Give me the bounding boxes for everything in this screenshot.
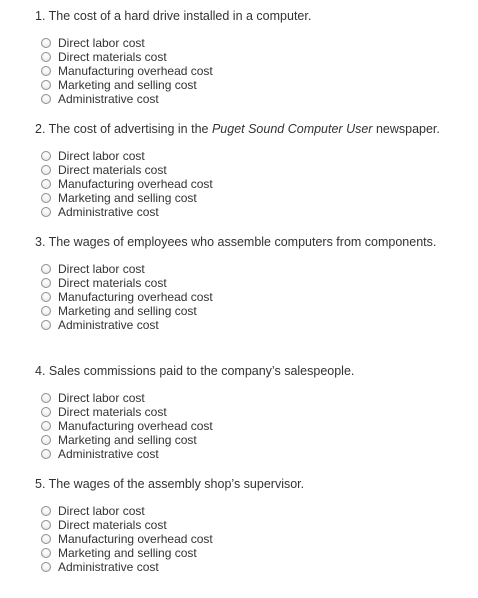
radio-button[interactable] <box>41 264 51 274</box>
question-4-options <box>35 391 475 461</box>
radio-button[interactable] <box>41 421 51 431</box>
option-label: Administrative cost <box>58 560 159 574</box>
radio-button[interactable] <box>41 179 51 189</box>
radio-button[interactable] <box>41 407 51 417</box>
question-3-options <box>35 262 475 332</box>
option-label: Marketing and selling cost <box>58 546 197 560</box>
question-2 <box>35 121 475 219</box>
radio-button[interactable] <box>41 320 51 330</box>
q1-option-direct-materials[interactable] <box>35 50 475 64</box>
q3-option-administrative[interactable] <box>35 318 475 332</box>
option-label: Direct labor cost <box>58 36 145 50</box>
option-label: Direct materials cost <box>58 518 167 532</box>
q5-option-administrative[interactable] <box>35 560 475 574</box>
radio-button[interactable] <box>41 278 51 288</box>
q4-option-manufacturing-overhead[interactable] <box>35 419 475 433</box>
q2-option-manufacturing-overhead[interactable] <box>35 177 475 191</box>
radio-button[interactable] <box>41 306 51 316</box>
option-label: Marketing and selling cost <box>58 433 197 447</box>
radio-button[interactable] <box>41 393 51 403</box>
q1-option-direct-labor[interactable] <box>35 36 475 50</box>
radio-button[interactable] <box>41 534 51 544</box>
question-1-text: 1. The cost of a hard drive installed in a computer. <box>35 9 312 23</box>
radio-button[interactable] <box>41 66 51 76</box>
option-label: Marketing and selling cost <box>58 191 197 205</box>
radio-button[interactable] <box>41 520 51 530</box>
option-label: Direct materials cost <box>58 50 167 64</box>
option-label: Direct labor cost <box>58 149 145 163</box>
option-label: Direct materials cost <box>58 405 167 419</box>
option-label: Manufacturing overhead cost <box>58 290 213 304</box>
q2-option-direct-labor[interactable] <box>35 149 475 163</box>
radio-button[interactable] <box>41 52 51 62</box>
radio-button[interactable] <box>41 165 51 175</box>
radio-button[interactable] <box>41 506 51 516</box>
question-1-options <box>35 36 475 106</box>
q4-option-direct-materials[interactable] <box>35 405 475 419</box>
option-label: Administrative cost <box>58 92 159 106</box>
q1-option-administrative[interactable] <box>35 92 475 106</box>
q2-option-administrative[interactable] <box>35 205 475 219</box>
q5-option-direct-materials[interactable] <box>35 518 475 532</box>
q4-option-administrative[interactable] <box>35 447 475 461</box>
radio-button[interactable] <box>41 207 51 217</box>
option-label: Direct labor cost <box>58 262 145 276</box>
option-label: Direct labor cost <box>58 504 145 518</box>
q3-option-direct-materials[interactable] <box>35 276 475 290</box>
radio-button[interactable] <box>41 292 51 302</box>
q5-option-marketing-selling[interactable] <box>35 546 475 560</box>
option-label: Manufacturing overhead cost <box>58 419 213 433</box>
q3-option-direct-labor[interactable] <box>35 262 475 276</box>
question-2-options <box>35 149 475 219</box>
option-label: Administrative cost <box>58 447 159 461</box>
newspaper-title: Puget Sound Computer User <box>211 122 373 136</box>
question-5-options <box>35 504 475 574</box>
q2-option-direct-materials[interactable] <box>35 163 475 177</box>
option-label: Marketing and selling cost <box>58 304 197 318</box>
question-1 <box>35 8 475 106</box>
option-label: Direct materials cost <box>58 163 167 177</box>
q5-option-direct-labor[interactable] <box>35 504 475 518</box>
option-label: Administrative cost <box>58 318 159 332</box>
radio-button[interactable] <box>41 562 51 572</box>
q1-option-manufacturing-overhead[interactable] <box>35 64 475 78</box>
radio-button[interactable] <box>41 435 51 445</box>
q2-option-marketing-selling[interactable] <box>35 191 475 205</box>
radio-button[interactable] <box>41 38 51 48</box>
radio-button[interactable] <box>41 151 51 161</box>
option-label: Manufacturing overhead cost <box>58 64 213 78</box>
radio-button[interactable] <box>41 94 51 104</box>
question-5-text: 5. The wages of the assembly shop’s supervisor. <box>35 477 305 491</box>
q4-option-marketing-selling[interactable] <box>35 433 475 447</box>
question-2-text: 2. The cost of advertising in the Puget Sound Computer User newspaper. <box>35 122 440 136</box>
q5-option-manufacturing-overhead[interactable] <box>35 532 475 546</box>
radio-button[interactable] <box>41 80 51 90</box>
question-5 <box>35 476 475 574</box>
question-4 <box>35 363 475 461</box>
question-3 <box>35 234 475 332</box>
option-label: Manufacturing overhead cost <box>58 532 213 546</box>
radio-button[interactable] <box>41 548 51 558</box>
option-label: Direct labor cost <box>58 391 145 405</box>
option-label: Marketing and selling cost <box>58 78 197 92</box>
radio-button[interactable] <box>41 193 51 203</box>
option-label: Manufacturing overhead cost <box>58 177 213 191</box>
radio-button[interactable] <box>41 449 51 459</box>
question-4-text: 4. Sales commissions paid to the company’s salespeople. <box>35 364 355 378</box>
q3-option-marketing-selling[interactable] <box>35 304 475 318</box>
option-label: Administrative cost <box>58 205 159 219</box>
q4-option-direct-labor[interactable] <box>35 391 475 405</box>
q1-option-marketing-selling[interactable] <box>35 78 475 92</box>
q3-option-manufacturing-overhead[interactable] <box>35 290 475 304</box>
question-3-text: 3. The wages of employees who assemble computers from components. <box>35 235 437 249</box>
option-label: Direct materials cost <box>58 276 167 290</box>
